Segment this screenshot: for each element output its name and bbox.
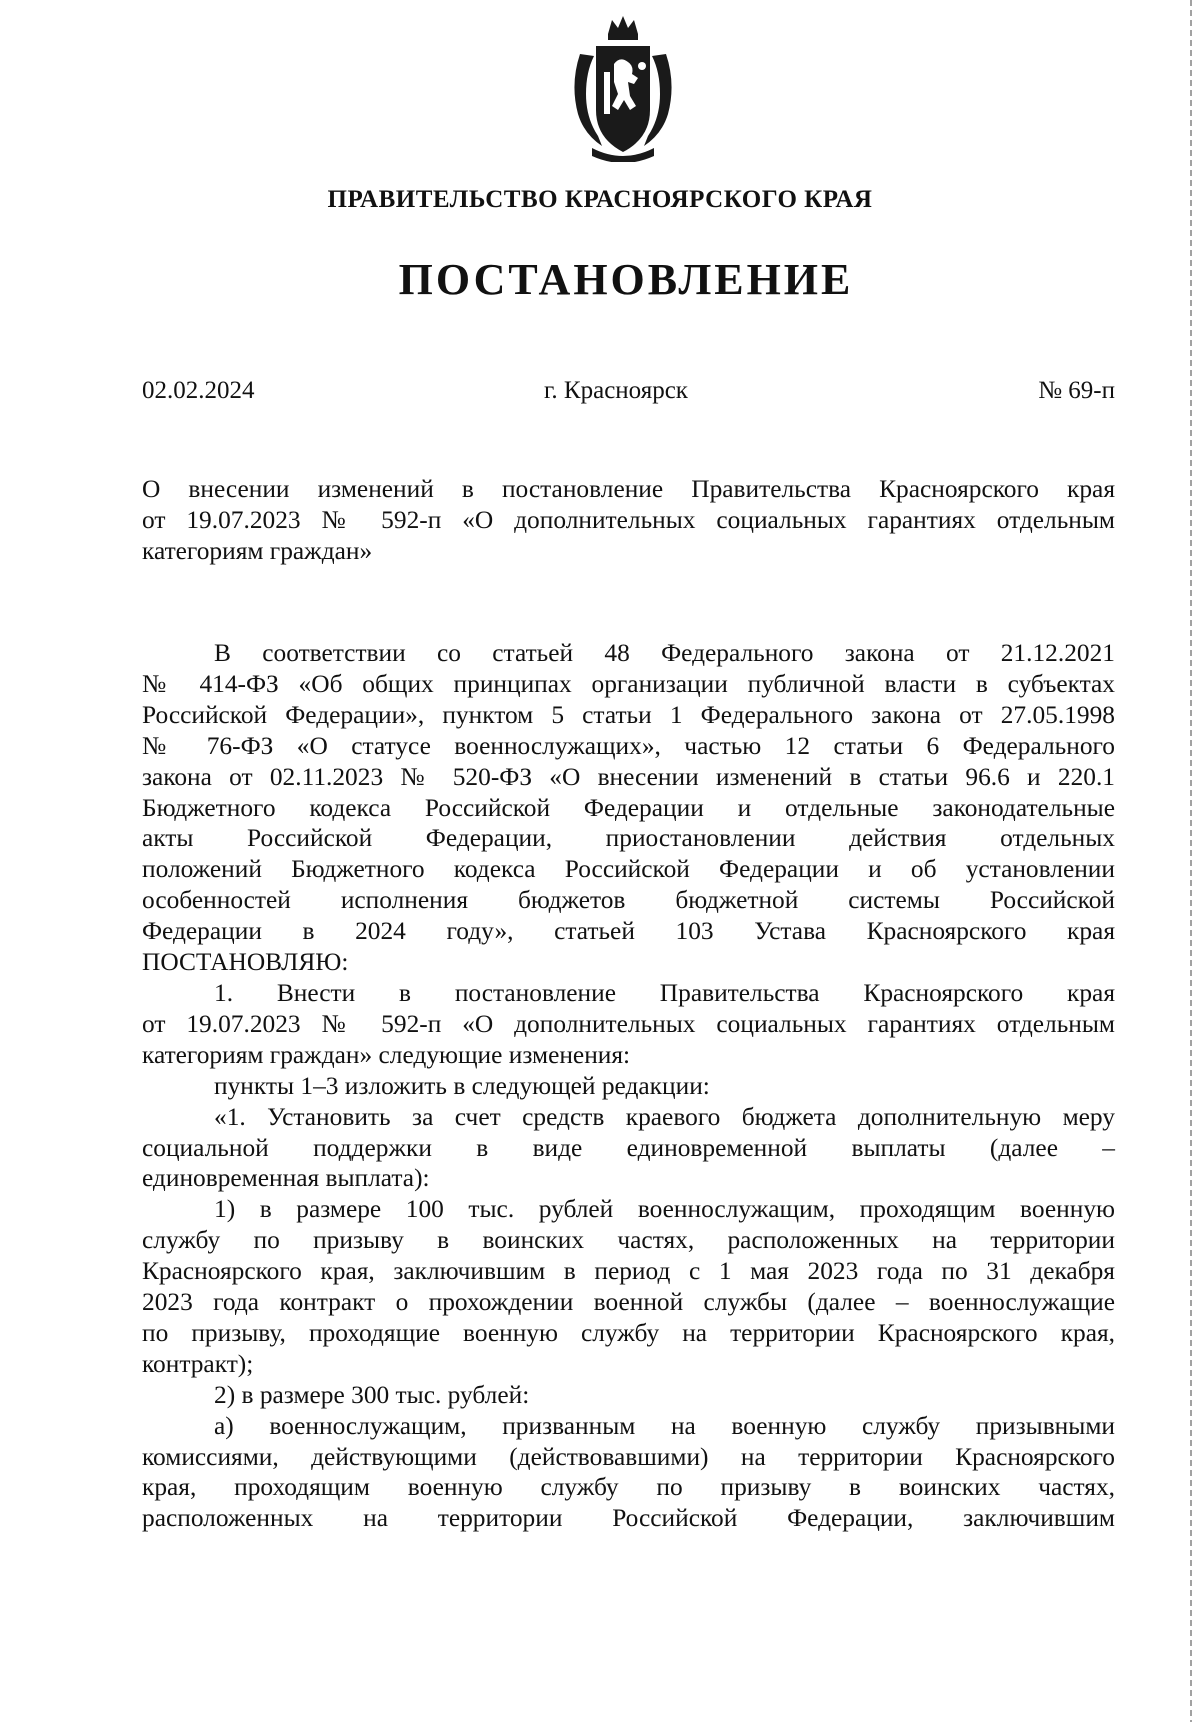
subpoint2a-line: а) военнослужащим, призванным на военную службу призывными [214,1411,1115,1440]
point1-line: социальной поддержки в виде единовременной выплаты (далее – [142,1133,1115,1162]
subpoint2a-line: расположенных на территории Российской Федерации, заключившим [142,1504,1115,1533]
subpoint2a-line: края, проходящим военную службу по призыву в воинских частях, [142,1473,1115,1502]
preamble-line: особенностей исполнения бюджетов бюджетной системы Российской [142,886,1115,915]
document-subject [142,474,1115,567]
subpoint1-line: 1) в размере 100 тыс. рублей военнослужащим, проходящим военную [214,1195,1115,1224]
preamble-line: положений Бюджетного кодекса Российской Федерации и об установлении [142,855,1115,884]
document-date: 02.02.2024 [142,377,255,404]
preamble-line: № 76-ФЗ «О статусе военнослужащих», частью 12 статьи 6 Федерального [142,731,1115,760]
document-number: № 69-п [1038,377,1115,404]
organization-name: ПРАВИТЕЛЬСТВО КРАСНОЯРСКОГО КРАЯ [327,186,873,213]
point1-line: единовременная выплата): [142,1164,430,1193]
preamble-line: закона от 02.11.2023 № 520-ФЗ «О внесении изменений в статьи 96.6 и 220.1 [142,762,1115,791]
document-city: г. Красноярск [544,377,688,404]
preamble-line: В соответствии со статьей 48 Федерального закона от 21.12.2021 [214,639,1115,667]
subject-line: категориям граждан» [142,536,373,565]
subpoint1-line: службу по призыву в воинских частях, расположенных на территории [142,1226,1115,1255]
coat-of-arms-icon [568,14,678,162]
item1-intro: пункты 1–3 изложить в следующей редакции: [214,1071,710,1100]
subpoint2-line: 2) в размере 300 тыс. рублей: [214,1380,530,1409]
preamble-line: Федерации в 2024 году», статьей 103 Устава Красноярского края [142,917,1115,946]
document-type-title: ПОСТАНОВЛЕНИЕ [398,255,854,304]
subpoint1-line: 2023 года контракт о прохождении военной службы (далее – военнослужащие [142,1288,1115,1317]
item1-line: от 19.07.2023 № 592-п «О дополнительных социальных гарантиях отдельным [142,1009,1115,1038]
subpoint1-line: по призыву, проходящие военную службу на территории Красноярского края, [142,1318,1115,1347]
preamble-line: акты Российской Федерации, приостановлении действия отдельных [142,824,1115,853]
decree-word: ПОСТАНОВЛЯЮ: [142,948,349,977]
subpoint1-line: контракт); [142,1349,254,1378]
subpoint1-line: Красноярского края, заключившим в период с 1 мая 2023 года по 31 декабря [142,1257,1115,1286]
subpoint2a-line: комиссиями, действующими (действовавшими) на территории Красноярского [142,1442,1115,1471]
item1-line: категориям граждан» следующие изменения: [142,1040,631,1069]
preamble-line: Российской Федерации», пунктом 5 статьи 1 Федерального закона от 27.05.1998 [142,700,1115,729]
point1-line: «1. Установить за счет средств краевого бюджета дополнительную меру [214,1102,1115,1131]
item1-line: 1. Внести в постановление Правительства Красноярского края [214,978,1115,1007]
preamble-line: № 414-ФЗ «Об общих принципах организации публичной власти в субъектах [142,669,1115,698]
document-body [142,638,1115,1534]
subject-line: О внесении изменений в постановление Правительства Красноярского края [142,475,1115,503]
subject-line: от 19.07.2023 № 592-п «О дополнительных социальных гарантиях отдельным [142,505,1115,534]
preamble-line: Бюджетного кодекса Российской Федерации и отдельные законодательные [142,793,1115,822]
